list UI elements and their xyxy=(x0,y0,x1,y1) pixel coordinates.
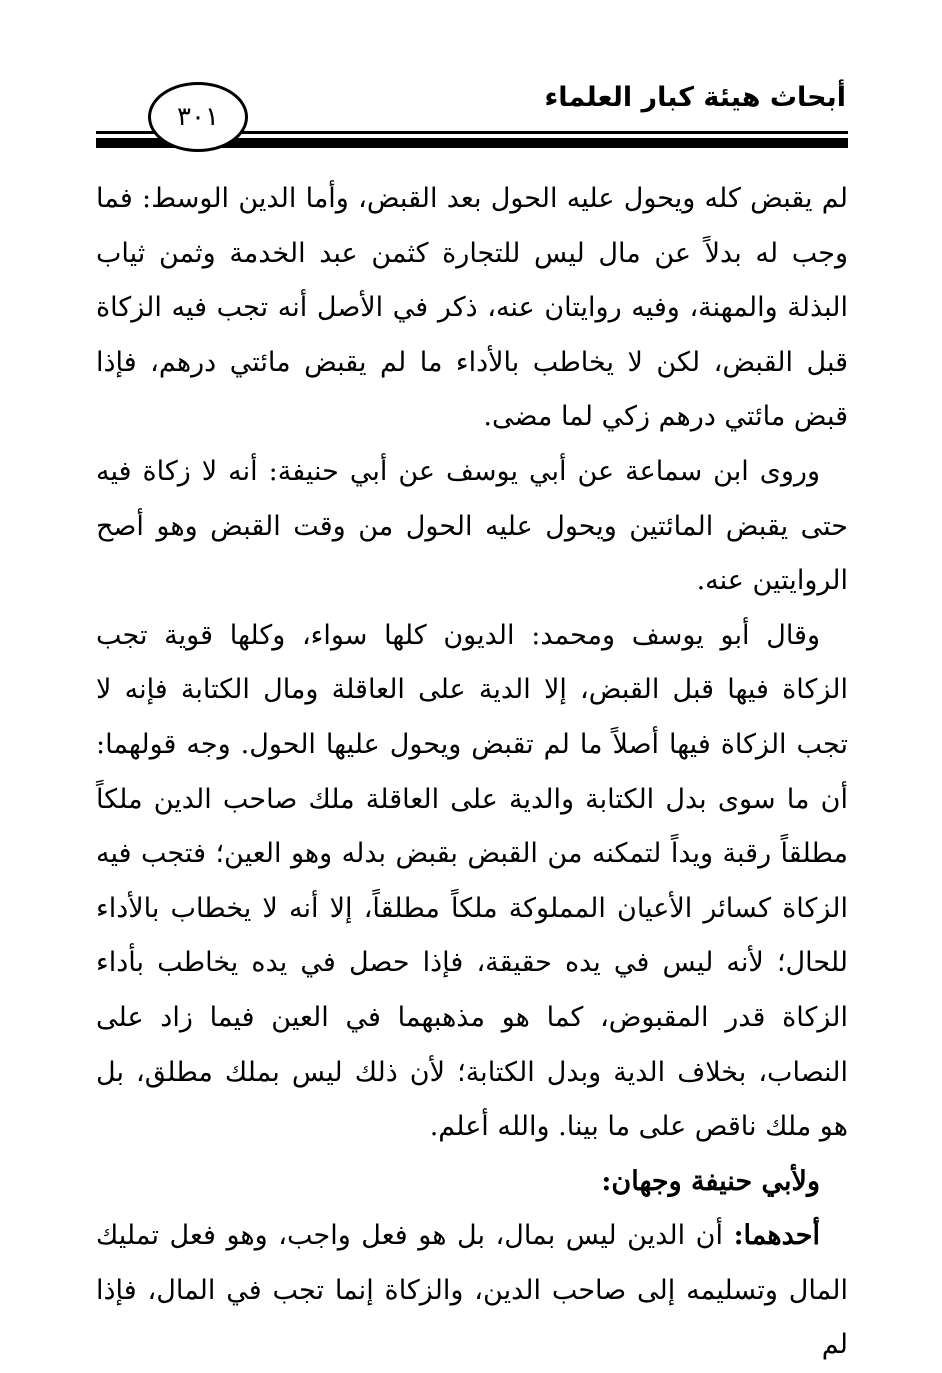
page-number-oval xyxy=(148,82,248,152)
page-number: ٣٠١ xyxy=(177,102,219,132)
page-header xyxy=(0,0,942,160)
book-title: أبحاث هيئة كبار العلماء xyxy=(544,82,846,113)
paragraph-2: وروى ابن سماعة عن أبي يوسف عن أبي حنيفة: أنه لا زكاة فيه حتى يقبض المائتين ويحول عليه الحول من وقت القبض وهو أصح الروايتين عنه. xyxy=(96,455,848,597)
paragraph-4-text: أن الدين ليس بمال، بل هو فعل واجب، وهو فعل تمليك المال وتسليمه إلى صاحب الدين، والزكاة إنما تجب في المال، فإذا لم xyxy=(96,1220,848,1361)
paragraph-4 xyxy=(96,1209,848,1373)
body-text xyxy=(96,172,848,1373)
section-heading: ولأبي حنيفة وجهان: xyxy=(601,1165,820,1197)
paragraph-4-lead: أحدهما: xyxy=(733,1220,820,1252)
paragraph-1: لم يقبض كله ويحول عليه الحول بعد القبض، وأما الدين الوسط: فما وجب له بدلاً عن مال ليس للتجارة كثمن عبد الخدمة وثمن ثياب البذلة والمهنة، وفيه روايتان عنه، ذكر في الأصل أنه تجب فيه الزكاة قبل القبض، لكن لا يخاطب بالأداء ما لم يقبض مائتي درهم، فإذا قبض مائتي درهم زكي لما مضى. xyxy=(96,183,848,433)
paragraph-3: وقال أبو يوسف ومحمد: الديون كلها سواء، وكلها قوية تجب الزكاة فيها قبل القبض، إلا الدية على العاقلة ومال الكتابة فإنه لا تجب الزكاة فيها أصلاً ما لم تقبض ويحول عليها الحول. وجه قولهما: أن ما سوى بدل الكتابة والدية على العاقلة ملك صاحب الدين ملكاً مطلقاً رقبة ويداً لتمكنه من القبض بقبض بدله وهو العين؛ فتجب فيه الزكاة كسائر الأعيان المملوكة ملكاً مطلقاً، إلا أنه لا يخطاب بالأداء للحال؛ لأنه ليس في يده حقيقة، فإذا حصل في يده يخاطب بأداء الزكاة قدر المقبوض، كما هو مذهبهما في العين فيما زاد على النصاب، بخلاف الدية وبدل الكتابة؛ لأن ذلك ليس بملك مطلق، بل هو ملك ناقص على ما بينا. والله أعلم. xyxy=(96,619,848,1143)
